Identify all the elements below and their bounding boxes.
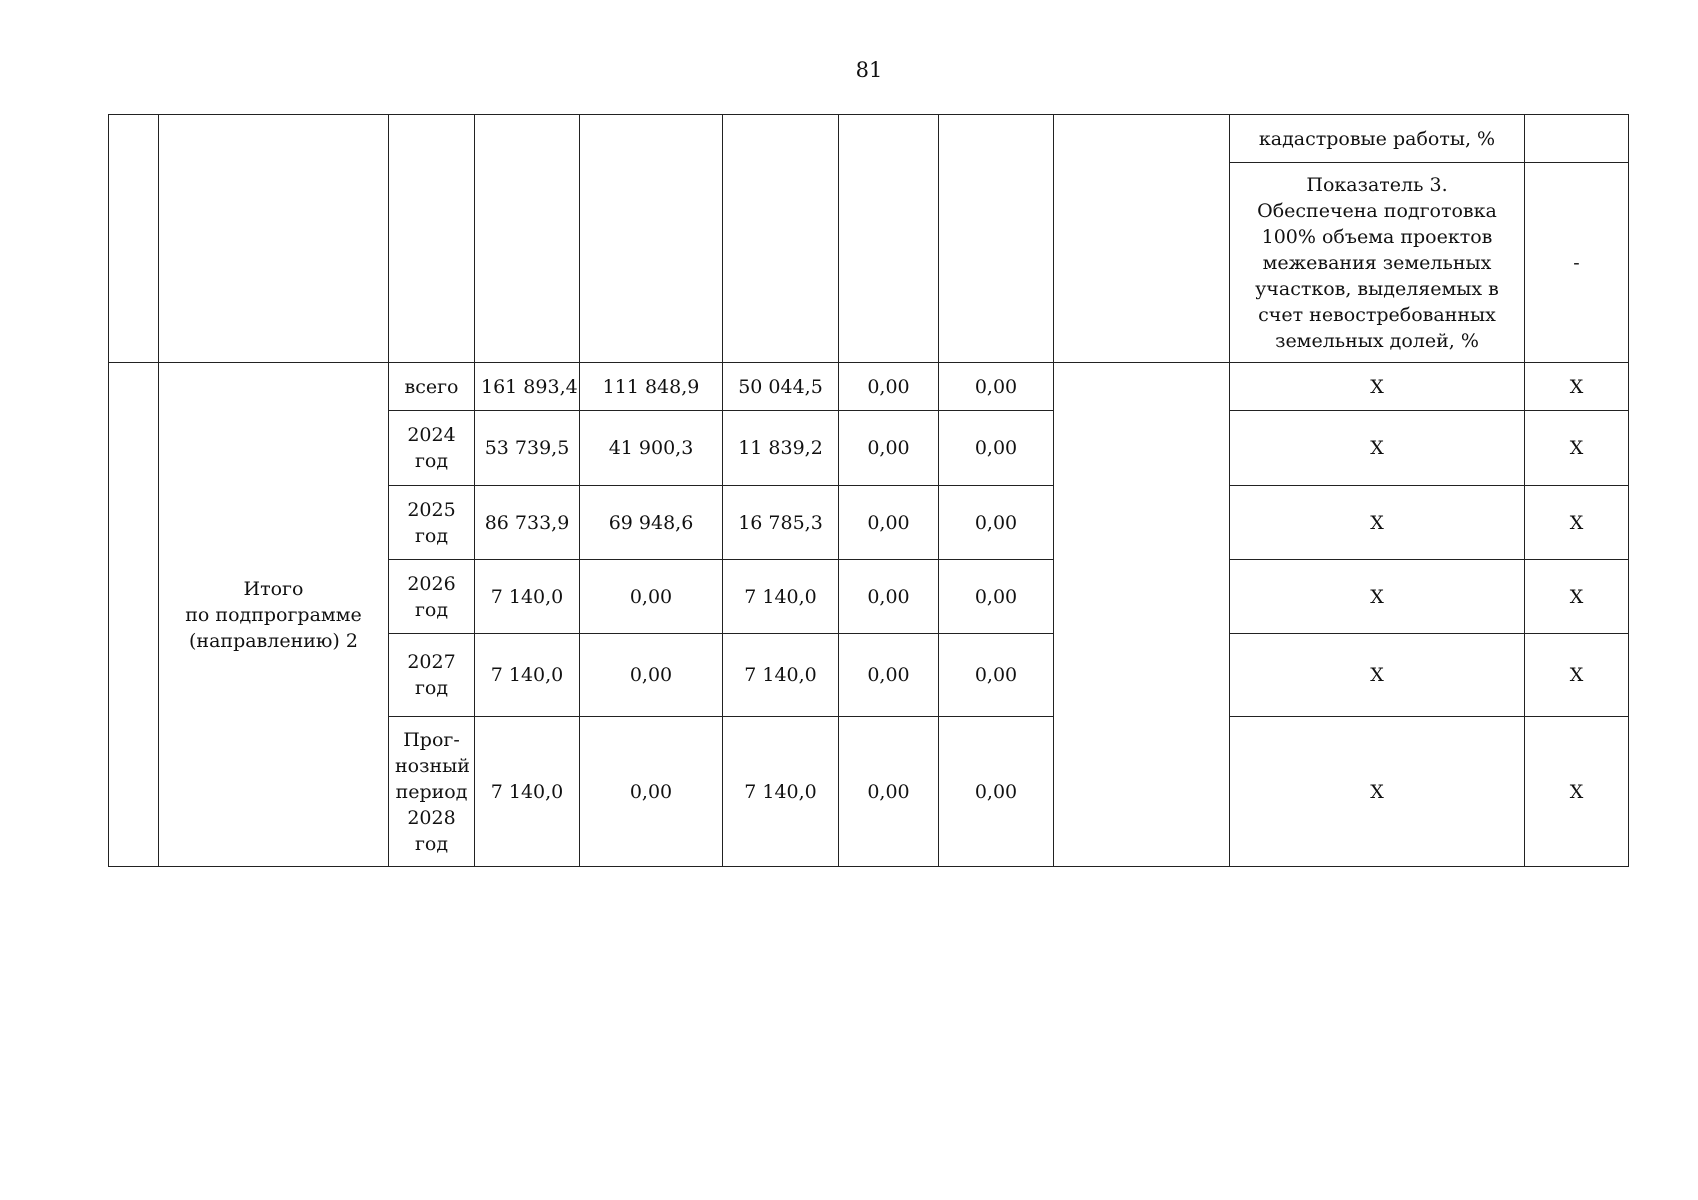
empty-cell bbox=[109, 363, 159, 867]
total-cell: 7 140,0 bbox=[475, 717, 580, 867]
subtotal-label: Итого по подпрограмме (направлению) 2 bbox=[159, 363, 389, 867]
empty-cell bbox=[723, 115, 839, 363]
value-cell: 0,00 bbox=[580, 634, 723, 717]
period-cell: 2024 год bbox=[389, 411, 475, 486]
value-cell: 0,00 bbox=[939, 411, 1054, 486]
value-cell: 111 848,9 bbox=[580, 363, 723, 411]
indicator-mark: X bbox=[1230, 486, 1525, 560]
value-cell: 0,00 bbox=[580, 717, 723, 867]
indicator-mark: X bbox=[1230, 560, 1525, 634]
total-cell: 7 140,0 bbox=[475, 634, 580, 717]
indicator-mark: X bbox=[1230, 363, 1525, 411]
program-table bbox=[108, 114, 1629, 867]
period-cell: Прог- нозный период 2028 год bbox=[389, 717, 475, 867]
total-cell: 53 739,5 bbox=[475, 411, 580, 486]
value-mark: X bbox=[1525, 634, 1629, 717]
value-cell: 0,00 bbox=[939, 363, 1054, 411]
value-cell: 0,00 bbox=[939, 717, 1054, 867]
value-cell: 50 044,5 bbox=[723, 363, 839, 411]
total-cell: 86 733,9 bbox=[475, 486, 580, 560]
value-cell: 0,00 bbox=[839, 486, 939, 560]
value-cell: 41 900,3 bbox=[580, 411, 723, 486]
indicator-mark: X bbox=[1230, 411, 1525, 486]
empty-cell bbox=[159, 115, 389, 363]
empty-cell bbox=[389, 115, 475, 363]
value-cell: 11 839,2 bbox=[723, 411, 839, 486]
indicator-mark: X bbox=[1230, 634, 1525, 717]
empty-cell bbox=[475, 115, 580, 363]
indicator-continuation: кадастровые работы, % bbox=[1230, 115, 1525, 163]
total-cell: 7 140,0 bbox=[475, 560, 580, 634]
indicator-3: Показатель 3. Обеспечена подготовка 100% объема проектов межевания земельных участков, выделяемых в счет невостребованных земельных долей, % bbox=[1230, 163, 1525, 363]
value-cell: 0,00 bbox=[939, 634, 1054, 717]
empty-cell bbox=[1054, 115, 1230, 363]
value-cell: 0,00 bbox=[939, 486, 1054, 560]
empty-cell bbox=[1054, 363, 1230, 867]
empty-cell bbox=[580, 115, 723, 363]
value-cell: 0,00 bbox=[839, 411, 939, 486]
value-cell: 7 140,0 bbox=[723, 717, 839, 867]
value-cell: 7 140,0 bbox=[723, 560, 839, 634]
value-cell: 7 140,0 bbox=[723, 634, 839, 717]
total-cell: 161 893,4 bbox=[475, 363, 580, 411]
period-cell: 2025 год bbox=[389, 486, 475, 560]
value-cell: 16 785,3 bbox=[723, 486, 839, 560]
page-number: 81 bbox=[855, 58, 883, 82]
value-cell: 0,00 bbox=[839, 560, 939, 634]
value-cell: 0,00 bbox=[839, 363, 939, 411]
value-mark: X bbox=[1525, 560, 1629, 634]
period-cell: 2027 год bbox=[389, 634, 475, 717]
value-cell: 0,00 bbox=[839, 717, 939, 867]
empty-cell bbox=[939, 115, 1054, 363]
value-cell: 0,00 bbox=[580, 560, 723, 634]
indicator-continuation-value bbox=[1525, 115, 1629, 163]
value-mark: X bbox=[1525, 717, 1629, 867]
value-cell: 0,00 bbox=[939, 560, 1054, 634]
table-row bbox=[109, 363, 1629, 411]
table-row bbox=[109, 115, 1629, 163]
value-cell: 69 948,6 bbox=[580, 486, 723, 560]
value-cell: 0,00 bbox=[839, 634, 939, 717]
indicator-3-value: - bbox=[1525, 163, 1629, 363]
value-mark: X bbox=[1525, 363, 1629, 411]
empty-cell bbox=[109, 115, 159, 363]
indicator-mark: X bbox=[1230, 717, 1525, 867]
empty-cell bbox=[839, 115, 939, 363]
value-mark: X bbox=[1525, 411, 1629, 486]
period-cell: всего bbox=[389, 363, 475, 411]
value-mark: X bbox=[1525, 486, 1629, 560]
period-cell: 2026 год bbox=[389, 560, 475, 634]
